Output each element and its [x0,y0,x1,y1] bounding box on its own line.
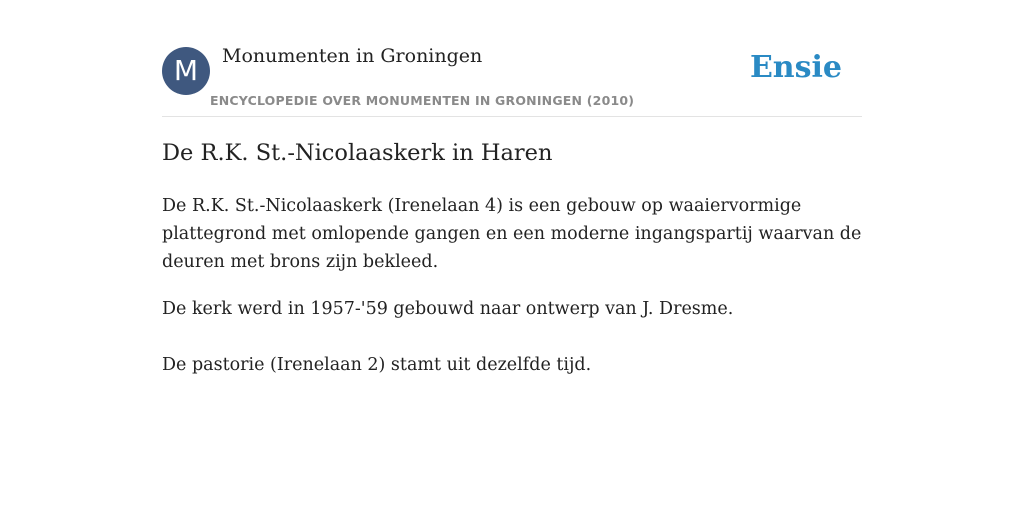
paragraph-1 [162,192,862,276]
paragraph-1-line: plattegrond met omlopende gangen en een moderne ingangspartij waarvan de [162,224,862,244]
page [162,0,862,375]
article-title: De R.K. St.-Nicolaaskerk in Haren [162,140,553,166]
paragraph-1-line: De R.K. St.-Nicolaaskerk (Irenelaan 4) is een gebouw op waaiervormige [162,196,802,216]
avatar[interactable]: M [162,47,210,95]
source-header [162,0,862,117]
source-title-link[interactable]: Monumenten in Groningen [222,45,483,67]
source-subtitle: ENCYCLOPEDIE OVER MONUMENTEN IN GRONINGEN (2010) [210,93,635,108]
ensie-logo[interactable]: Ensie [749,50,842,85]
article-body [162,192,862,398]
paragraph-2: De kerk werd in 1957-'59 gebouwd naar ontwerp van J. Dresme. [162,299,734,319]
paragraph-3: De pastorie (Irenelaan 2) stamt uit dezelfde tijd. [162,355,592,375]
paragraph-1-line: deuren met brons zijn bekleed. [162,252,439,272]
